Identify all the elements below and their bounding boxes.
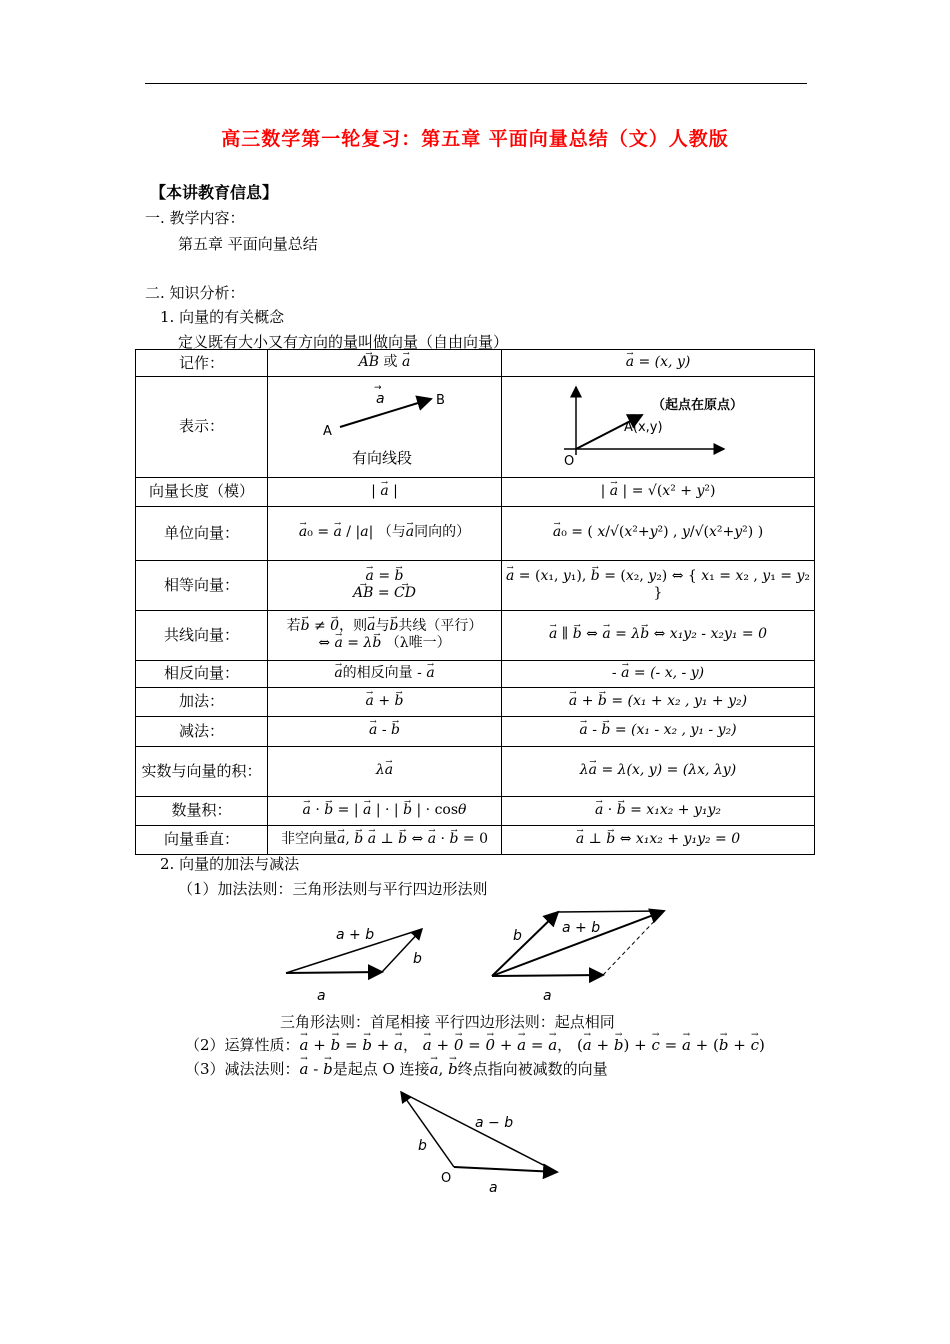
row-label: 实数与向量的积： — [136, 746, 268, 796]
notation-cell: → AB 或 → a — [268, 350, 502, 377]
vector-arrow — [340, 399, 431, 427]
table-row — [136, 687, 815, 716]
difference-label: a − b — [475, 1115, 514, 1131]
table-row — [136, 660, 815, 687]
row-label: 向量垂直： — [136, 825, 268, 854]
scalar-product-formula-cell: λ→ a = λ(x, y) = (λx, λy) — [502, 746, 815, 796]
parallelogram-vector-b — [492, 912, 558, 976]
point-label: A(x,y) — [624, 420, 663, 435]
collinear-formula-cell: → a ∥ → b ⇔ → a = λ→ b ⇔ x₁y₂ - x₂y₁ = 0 — [502, 610, 815, 660]
parallelogram-vector-a — [492, 975, 603, 976]
section-1-body: 第五章 平面向量总结 — [178, 235, 318, 253]
sub-vector-difference — [401, 1092, 557, 1172]
opposite-vector-formula-cell: - → a = (- x, - y) — [502, 660, 815, 687]
subtraction-formula-cell: → a - → b = (x₁ - x₂ , y₁ - y₂) — [502, 716, 815, 746]
table-row — [136, 746, 815, 796]
perpendicular-formula-cell: → a ⊥ → b ⇔ x₁x₂ + y₁y₂ = 0 — [502, 825, 815, 854]
point-b-label: B — [436, 393, 445, 408]
origin-note: （起点在原点） — [652, 398, 744, 413]
point-o-label: O — [441, 1171, 452, 1186]
magnitude-cell: | → a | — [268, 477, 502, 506]
vector-definition: 定义既有大小又有方向的量叫做向量（自由向量） — [178, 333, 509, 351]
origin-label: O — [564, 454, 575, 469]
row-label: 表示： — [136, 377, 268, 478]
dot-product-cell: → a · → b = | → a | · | → b | · cosθ — [268, 796, 502, 825]
vector-concepts-table — [135, 349, 815, 855]
sub-b-label: b — [418, 1138, 427, 1154]
table-row — [136, 825, 815, 854]
row-label: 相反向量： — [136, 660, 268, 687]
row-label: 相等向量： — [136, 560, 268, 610]
unit-vector-cell: → a₀ = → a / |a| （与→ a同向的） — [268, 506, 502, 560]
table-row — [136, 560, 815, 610]
row-label: 数量积： — [136, 796, 268, 825]
equal-vectors-cell: → a = → b → AB = → CD — [268, 560, 502, 610]
dot-product-formula-cell: → a · → b = x₁x₂ + y₁y₂ — [502, 796, 815, 825]
parallelogram-a-label: a — [543, 988, 552, 1004]
table-row — [136, 716, 815, 746]
parallelogram-top-edge — [558, 911, 664, 912]
coordinate-notation-cell: → a = (x, y) — [502, 350, 815, 377]
triangle-a-label: a — [317, 988, 326, 1004]
subsection-1: 1. 向量的有关概念 — [160, 308, 285, 326]
magnitude-formula-cell: | → a | = √(x² + y²) — [502, 477, 815, 506]
header-rule — [145, 83, 807, 84]
sub-vector-b — [401, 1092, 454, 1167]
triangle-vector-a — [286, 972, 382, 973]
section-1-heading: 一. 教学内容： — [145, 209, 245, 227]
triangle-sum-label: a + b — [336, 927, 375, 943]
figure-caption: 三角形法则：首尾相接 平行四边形法则：起点相同 — [280, 1013, 615, 1031]
subtraction-rule-figure — [385, 1085, 575, 1200]
table-row — [136, 350, 815, 377]
perpendicular-cell: 非空向量→ a, → b → a ⊥ → b ⇔ → a · → b = 0 — [268, 825, 502, 854]
row-label: 减法： — [136, 716, 268, 746]
table-row — [136, 610, 815, 660]
row-label: 共线向量： — [136, 610, 268, 660]
parallelogram-sum-label: a + b — [562, 920, 601, 936]
parallelogram-dashed-edge — [603, 911, 664, 975]
operation-properties: （2）运算性质：→ a + → b = → b + → a， → a + → 0 = → 0 + → a = → a， (→ a + → b) + → c = → a + (→ b + → c) — [185, 1034, 765, 1055]
triangle-b-label: b — [413, 951, 422, 967]
opposite-vector-cell: → a的相反向量 - → a — [268, 660, 502, 687]
table-row — [136, 796, 815, 825]
vector-label-a: a — [376, 391, 385, 407]
point-a-label: A — [323, 424, 332, 439]
table-row — [136, 506, 815, 560]
page-title: 高三数学第一轮复习：第五章 平面向量总结（文）人教版 — [221, 128, 729, 150]
collinear-cell: 若→ b ≠ → 0，则→ a与→ b共线（平行） ⇔ → a = λ→ b （λ唯一） — [268, 610, 502, 660]
directed-segment-caption: 有向线段 — [352, 449, 413, 467]
addition-rule: （1）加法法则：三角形法则与平行四边形法则 — [178, 880, 488, 898]
section-header: 【本讲教育信息】 — [150, 183, 279, 202]
subtraction-rule: （3）减法法则：→ a - → b是起点 O 连接→ a, → b终点指向被减数的向量 — [185, 1058, 608, 1079]
directed-segment-cell — [268, 377, 502, 478]
section-2-heading: 二. 知识分析： — [145, 284, 245, 302]
addition-cell: → a + → b — [268, 687, 502, 716]
coordinate-axes-figure — [502, 377, 814, 471]
subsection-2: 2. 向量的加法与减法 — [160, 855, 300, 873]
row-label: 记作： — [136, 350, 268, 377]
equal-vectors-formula-cell: → a = (x₁, y₁), → b = (x₂, y₂) ⇔ { x₁ = x₂ , y₁ = y₂ } — [502, 560, 815, 610]
sub-vector-a — [454, 1167, 557, 1172]
scalar-product-cell: λ→ a — [268, 746, 502, 796]
directed-segment-figure — [268, 377, 501, 471]
addition-rule-figures — [270, 900, 690, 1010]
row-label: 加法： — [136, 687, 268, 716]
unit-vector-formula-cell: → a₀ = ( x/√(x²+y²) , y/√(x²+y²) ) — [502, 506, 815, 560]
parallelogram-b-label: b — [513, 928, 522, 944]
subtraction-cell: → a - → b — [268, 716, 502, 746]
row-label: 单位向量： — [136, 506, 268, 560]
row-label: 向量长度（模） — [136, 477, 268, 506]
table-row — [136, 477, 815, 506]
vector-arrow-glyph: → — [374, 383, 382, 393]
addition-formula-cell: → a + → b = (x₁ + x₂ , y₁ + y₂) — [502, 687, 815, 716]
table-row — [136, 377, 815, 478]
coordinate-representation-cell — [502, 377, 815, 478]
sub-a-label: a — [489, 1180, 498, 1196]
